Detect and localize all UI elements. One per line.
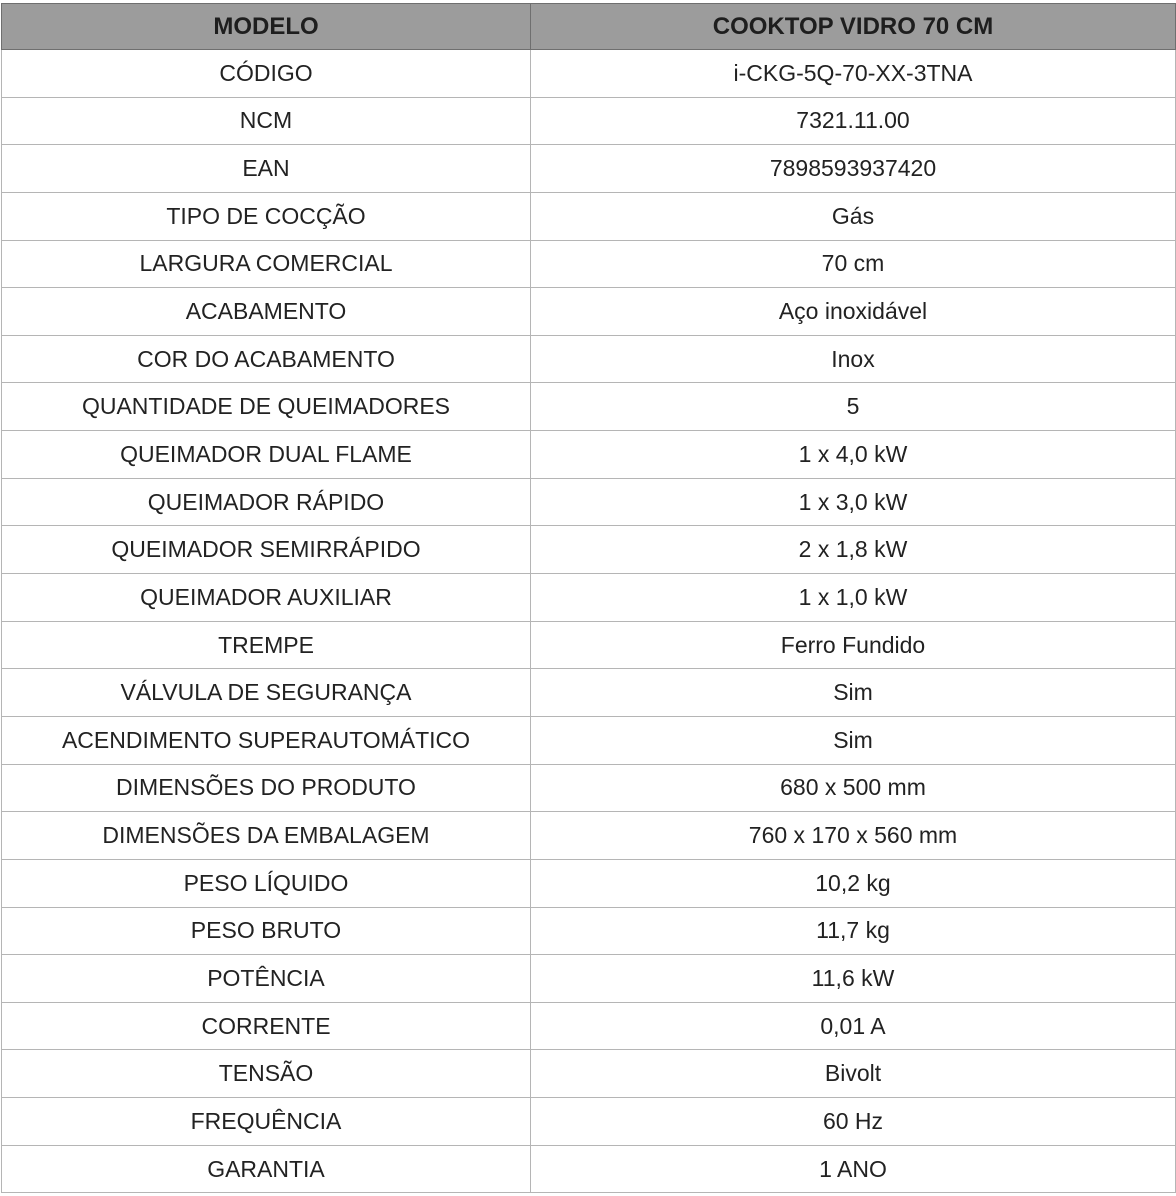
table-row [2,50,1176,98]
table-row [2,431,1176,479]
spec-table [1,3,1176,1193]
row-label: ACABAMENTO [2,288,531,336]
table-row [2,383,1176,431]
row-label: CORRENTE [2,1002,531,1050]
row-value: Aço inoxidável [531,288,1176,336]
row-label: PESO BRUTO [2,907,531,955]
row-label: POTÊNCIA [2,955,531,1003]
row-value: 60 Hz [531,1098,1176,1146]
row-value: 0,01 A [531,1002,1176,1050]
table-row [2,574,1176,622]
row-value: 680 x 500 mm [531,764,1176,812]
row-value: 2 x 1,8 kW [531,526,1176,574]
table-row [2,145,1176,193]
row-value: 11,6 kW [531,955,1176,1003]
spec-table-header [2,4,1176,50]
row-value: Bivolt [531,1050,1176,1098]
table-row [2,764,1176,812]
table-row [2,478,1176,526]
row-value: 1 x 3,0 kW [531,478,1176,526]
table-row [2,240,1176,288]
row-value: 760 x 170 x 560 mm [531,812,1176,860]
header-label-cell: MODELO [2,4,531,50]
table-row [2,716,1176,764]
table-row [2,621,1176,669]
row-label: TREMPE [2,621,531,669]
row-label: GARANTIA [2,1145,531,1193]
row-label: DIMENSÕES DO PRODUTO [2,764,531,812]
row-value: Sim [531,716,1176,764]
table-row [2,288,1176,336]
row-label: FREQUÊNCIA [2,1098,531,1146]
row-label: EAN [2,145,531,193]
table-row [2,192,1176,240]
spec-table-body [2,50,1176,1193]
table-row [2,859,1176,907]
table-row [2,1145,1176,1193]
row-value: 5 [531,383,1176,431]
row-value: Ferro Fundido [531,621,1176,669]
row-label: QUEIMADOR AUXILIAR [2,574,531,622]
row-value: 1 x 4,0 kW [531,431,1176,479]
row-value: Inox [531,335,1176,383]
row-value: Gás [531,192,1176,240]
row-label: VÁLVULA DE SEGURANÇA [2,669,531,717]
row-value: 1 x 1,0 kW [531,574,1176,622]
table-row [2,907,1176,955]
row-label: QUEIMADOR DUAL FLAME [2,431,531,479]
table-row [2,97,1176,145]
row-value: 11,7 kg [531,907,1176,955]
table-row [2,335,1176,383]
row-label: QUEIMADOR SEMIRRÁPIDO [2,526,531,574]
row-label: ACENDIMENTO SUPERAUTOMÁTICO [2,716,531,764]
row-value: i-CKG-5Q-70-XX-3TNA [531,50,1176,98]
row-value: Sim [531,669,1176,717]
row-value: 1 ANO [531,1145,1176,1193]
row-value: 7898593937420 [531,145,1176,193]
header-value-cell: COOKTOP VIDRO 70 CM [531,4,1176,50]
table-row [2,526,1176,574]
table-row [2,1002,1176,1050]
table-row [2,812,1176,860]
row-label: CÓDIGO [2,50,531,98]
header-row [2,4,1176,50]
row-value: 70 cm [531,240,1176,288]
row-label: QUANTIDADE DE QUEIMADORES [2,383,531,431]
row-label: NCM [2,97,531,145]
row-label: COR DO ACABAMENTO [2,335,531,383]
table-row [2,669,1176,717]
row-label: QUEIMADOR RÁPIDO [2,478,531,526]
row-label: LARGURA COMERCIAL [2,240,531,288]
row-label: TIPO DE COCÇÃO [2,192,531,240]
table-row [2,955,1176,1003]
table-row [2,1050,1176,1098]
row-label: TENSÃO [2,1050,531,1098]
table-row [2,1098,1176,1146]
row-label: PESO LÍQUIDO [2,859,531,907]
row-value: 10,2 kg [531,859,1176,907]
row-value: 7321.11.00 [531,97,1176,145]
row-label: DIMENSÕES DA EMBALAGEM [2,812,531,860]
